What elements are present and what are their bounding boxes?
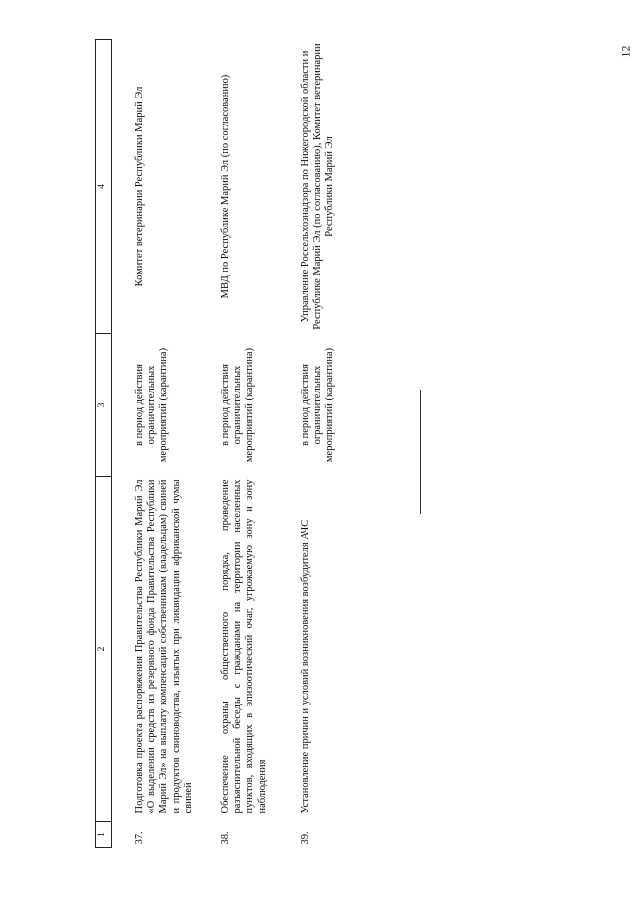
row-period: в период действия ограничительных мероприятий (карантина) bbox=[220, 347, 256, 463]
row-period: в период действия ограничительных мероприятий (карантина) bbox=[134, 347, 170, 463]
table-row bbox=[220, 40, 300, 848]
row-action: Обеспечение охраны общественного порядка, проведение разъяснительной беседы с гражданами на территории населенных пунктов, входящих в эпизоотический очаг, угрожаемую зону и зону наблюдения bbox=[220, 479, 268, 814]
header-col-1: 1 bbox=[96, 822, 112, 848]
row-number: 38. bbox=[220, 831, 231, 845]
row-number: 37. bbox=[134, 831, 145, 845]
document-table-container bbox=[95, 40, 357, 848]
measures-table bbox=[95, 39, 360, 848]
end-of-document-line bbox=[420, 390, 423, 514]
header-col-2: 2 bbox=[96, 477, 112, 822]
row-action: Подготовка проекта распоряжения Правительства Республики Марий Эл «О выделении средств из резервного фонда Правительства Республики Марий Эл» на выплату компенсаций собственникам (владельцам) свиней и продуктов свиноводства, изъятых при ликвидации африканской чумы свиней bbox=[134, 479, 194, 814]
table-row bbox=[112, 40, 221, 848]
header-col-4: 4 bbox=[96, 40, 112, 334]
row-period: в период действия ограничительных мероприятий (карантина) bbox=[300, 347, 336, 463]
page-number: 12 bbox=[618, 45, 633, 58]
row-action: Установление причин и условий возникновения возбудителя АЧС bbox=[300, 519, 311, 814]
header-col-3: 3 bbox=[96, 334, 112, 477]
table-header-row bbox=[96, 40, 112, 848]
row-responsible: Комитет ветеринарии Республики Марий Эл bbox=[134, 86, 145, 287]
row-responsible: МВД по Республике Марий Эл (по согласованию) bbox=[220, 74, 231, 299]
table-row bbox=[300, 40, 360, 848]
row-number: 39. bbox=[300, 831, 311, 845]
row-responsible: Управление Россельхознадзора по Нижегородской области и Республике Марий Эл (по согласованию), Комитет ветеринарии Республики Марий Эл bbox=[300, 43, 336, 330]
